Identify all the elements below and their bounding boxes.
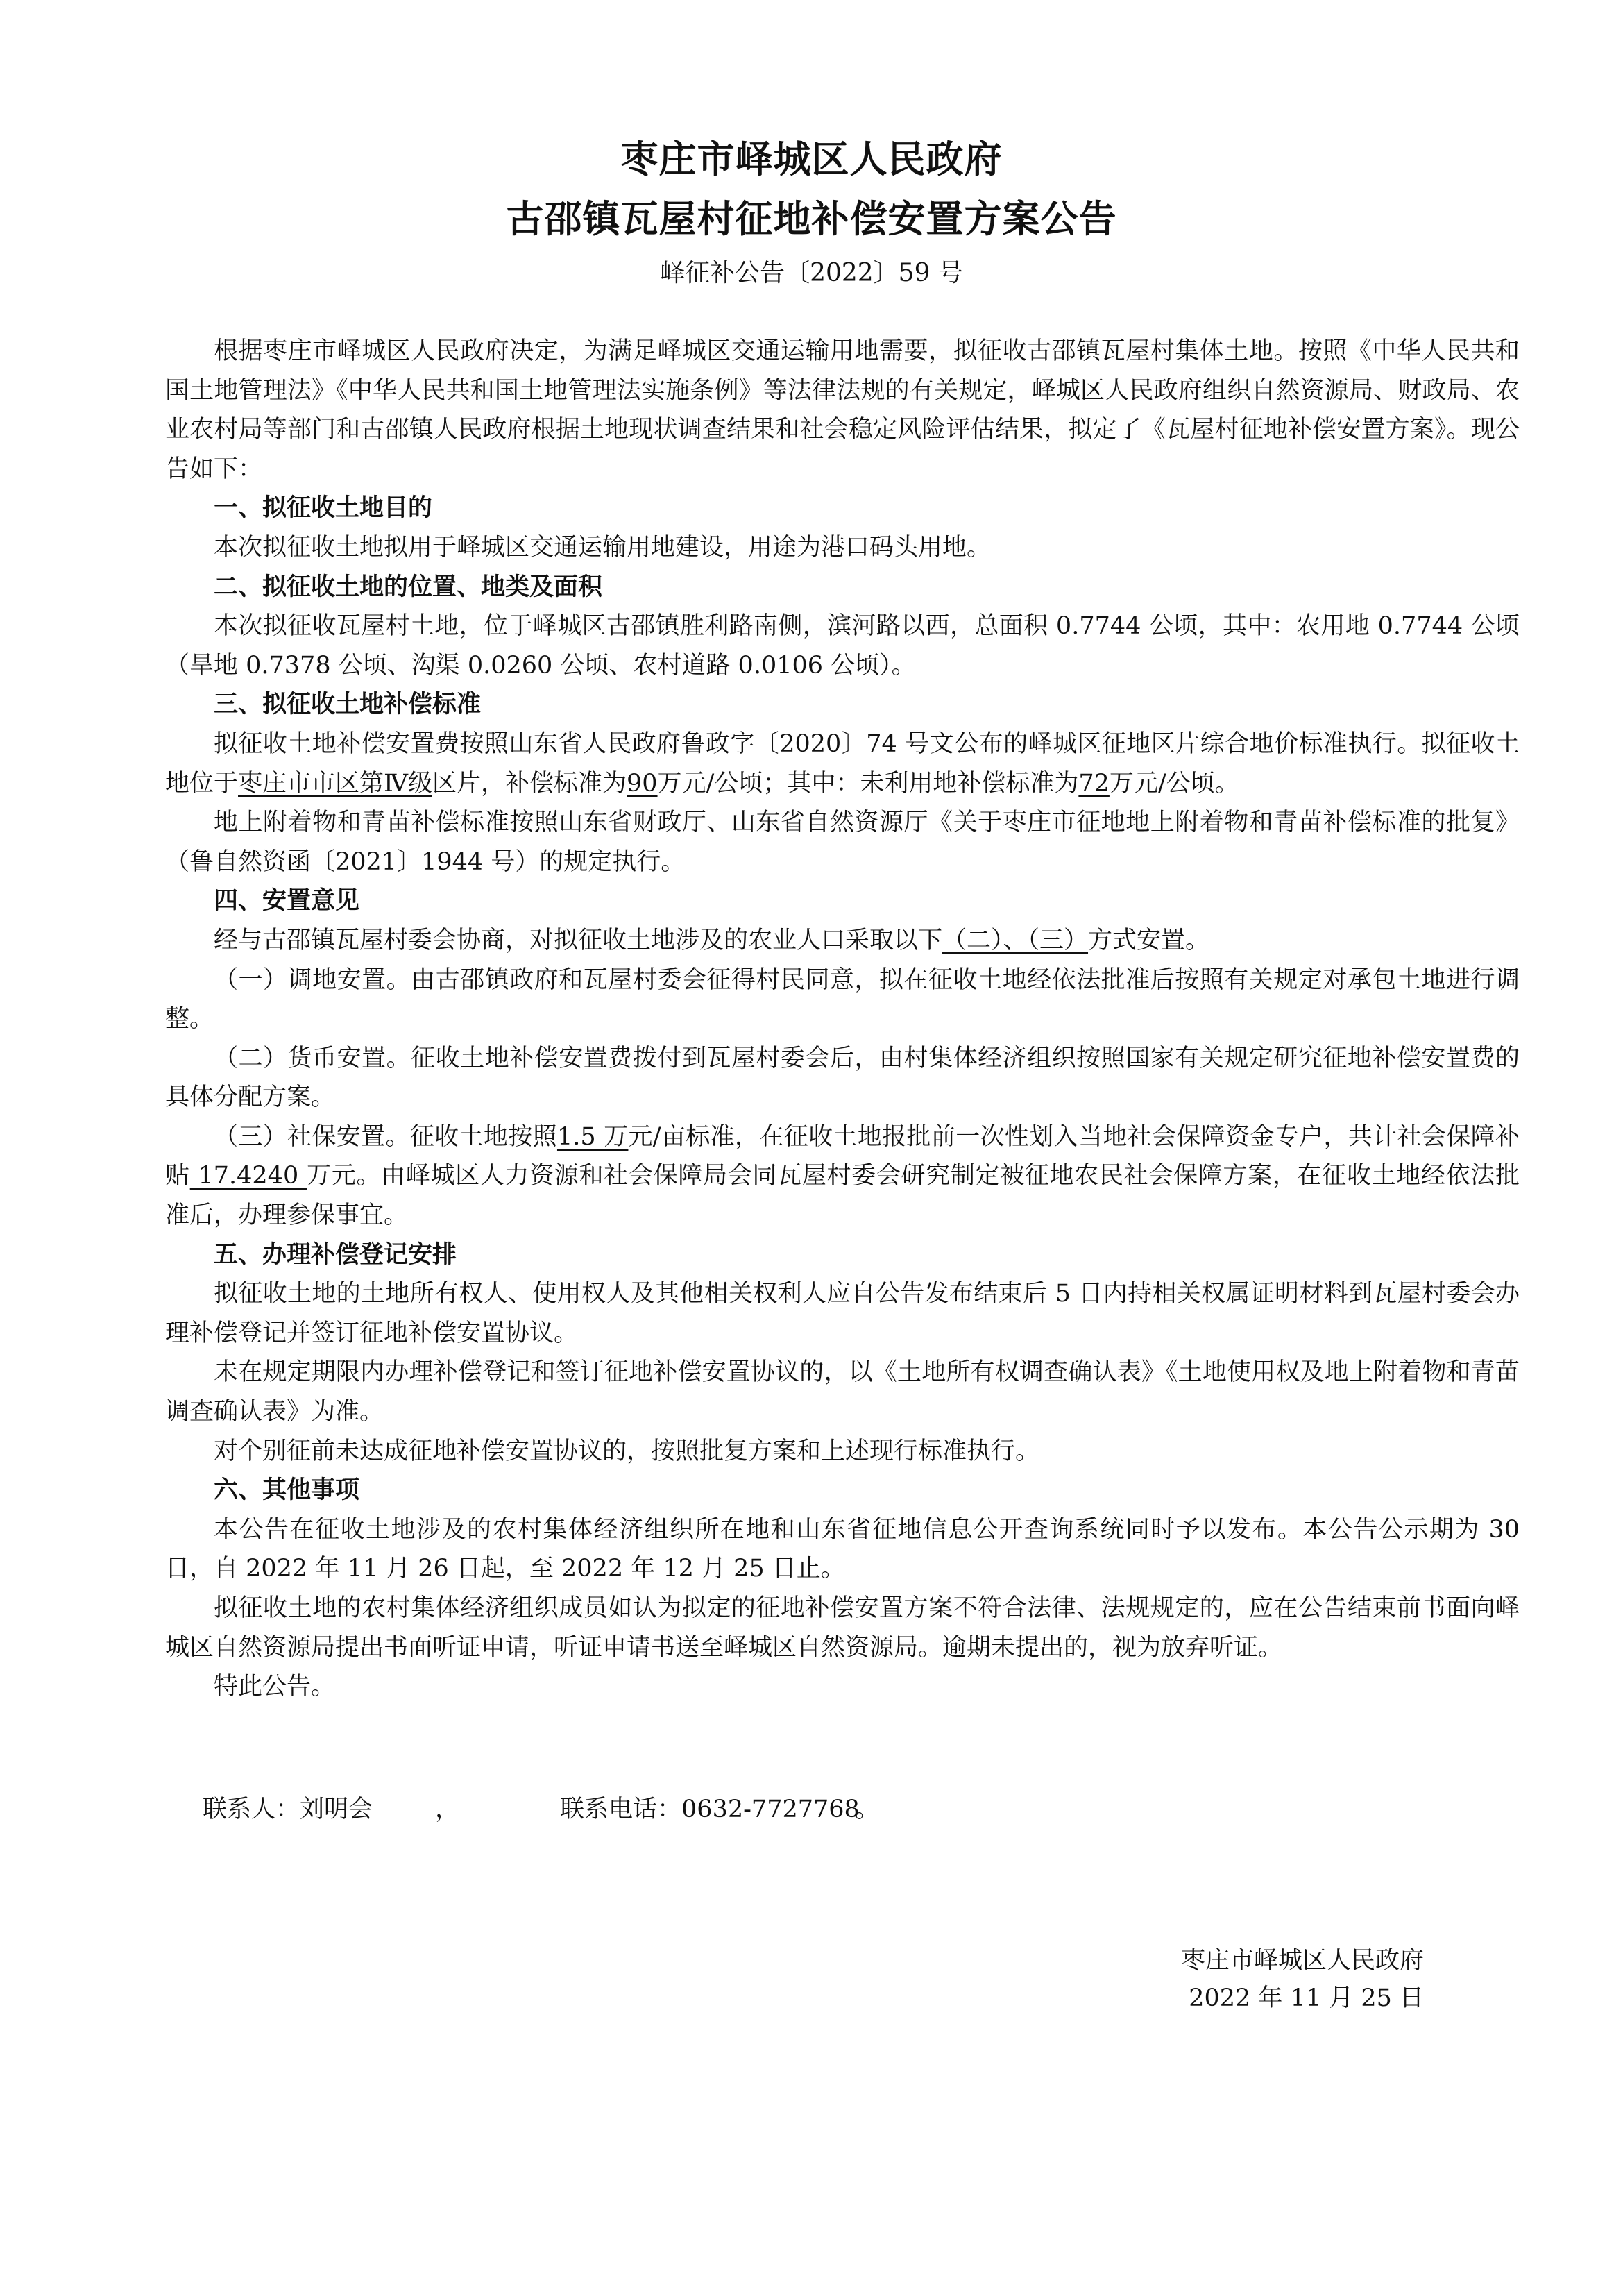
section-heading-registration: 五、办理补偿登记安排 [214, 1240, 457, 1269]
crops-paragraph: 地上附着物和青苗补偿标准按照山东省财政厅、山东省自然资源厅《关于枣庄市征地地上附着物和青苗补偿标准的批复》（鲁自然资函〔2021〕1944 号）的规定执行。 [165, 809, 1520, 876]
social-security-rate: 1.5 万 [556, 1122, 629, 1151]
other-paragraph-1: 本公告在征收土地涉及的农村集体经济组织所在地和山东省征地信息公开查询系统同时予以发布。本公告公示期为 30 日，自 2022 年 11 月 26 日起，至 2022 年 12 月 25 日止。 [165, 1515, 1520, 1583]
page-title: 枣庄市峄城区人民政府 [620, 137, 1003, 181]
signature-date: 2022 年 11 月 25 日 [1189, 1984, 1424, 2012]
resettlement-methods: （二）、（三） [942, 926, 1089, 954]
section-heading-location: 二、拟征收土地的位置、地类及面积 [214, 573, 603, 601]
contact-period: 。 [855, 1796, 880, 1823]
registration-paragraph-1: 拟征收土地的土地所有权人、使用权人及其他相关权利人应自公告发布结束后 5 日内持相关权属证明材料到瓦屋村委会办理补偿登记并签订征地补偿安置协议。 [165, 1280, 1520, 1347]
social-security-total: 17.4240 [189, 1162, 307, 1190]
page-subtitle: 古邵镇瓦屋村征地补偿安置方案公告 [506, 196, 1117, 241]
resettlement-paragraph: 经与古邵镇瓦屋村委会协商，对拟征收土地涉及的农业人口采取以下（二）、（三）方式安置。 [214, 926, 1210, 954]
contact-phone: 0632-7727768 [681, 1796, 860, 1823]
contact-person-label: 联系人： [203, 1796, 300, 1823]
contact-separator: ， [435, 1796, 460, 1823]
compensation-rate: 90 [627, 769, 658, 797]
contact-person: 刘明会 [300, 1796, 373, 1823]
document-number: 峄征补公告〔2022〕59 号 [660, 259, 963, 287]
zone-grade: 枣庄市市区第Ⅳ级 [238, 769, 432, 797]
signature-org: 枣庄市峄城区人民政府 [1180, 1947, 1424, 1975]
intro-paragraph: 根据枣庄市峄城区人民政府决定，为满足峄城区交通运输用地需要，拟征收古邵镇瓦屋村集体土地。按照《中华人民共和国土地管理法》《中华人民共和国土地管理法实施条例》等法律法规的有关规定，峄城区人民政府组织自然资源局、财政局、农业农村局等部门和古邵镇人民政府根据土地现状调查结果和社会稳定风险评估结果，拟定了《瓦屋村征地补偿安置方案》。现公告如下： [165, 337, 1520, 483]
standard-paragraph: 拟征收土地补偿安置费按照山东省人民政府鲁政字〔2020〕74 号文公布的峄城区征地区片综合地价标准执行。拟征收土地位于枣庄市市区第Ⅳ级区片，补偿标准为90万元/公顷；其中：未利用地补偿标准为72万元/公顷。 [165, 729, 1520, 797]
purpose-paragraph: 本次拟征收土地拟用于峄城区交通运输用地建设，用途为港口码头用地。 [214, 533, 992, 562]
registration-paragraph-3: 对个别征前未达成征地补偿安置协议的，按照批复方案和上述现行标准执行。 [214, 1437, 1040, 1465]
land-adjustment-paragraph: （一）调地安置。由古邵镇政府和瓦屋村委会征得村民同意，拟在征收土地经依法批准后按照有关规定对承包土地进行调整。 [165, 965, 1520, 1033]
registration-paragraph-2: 未在规定期限内办理补偿登记和签订征地补偿安置协议的，以《土地所有权调查确认表》《土地使用权及地上附着物和青苗调查确认表》为准。 [165, 1358, 1520, 1426]
location-paragraph: 本次拟征收瓦屋村土地，位于峄城区古邵镇胜利路南侧，滨河路以西，总面积 0.7744 公顷，其中：农用地 0.7744 公顷（旱地 0.7378 公顷、沟渠 0.0260 公顷、农村道路 0.0106 公顷）。 [165, 612, 1520, 679]
section-heading-standard: 三、拟征收土地补偿标准 [214, 691, 482, 719]
notice-body [165, 332, 1520, 1707]
other-paragraph-2: 拟征收土地的农村集体经济组织成员如认为拟定的征地补偿安置方案不符合法律、法规规定的，应在公告结束前书面向峄城区自然资源局提出书面听证申请，听证申请书送至峄城区自然资源局。逾期未提出的，视为放弃听证。 [165, 1594, 1520, 1662]
social-security-paragraph: （三）社保安置。征收土地按照1.5 万元/亩标准，在征收土地报批前一次性划入当地社会保障资金专户，共计社会保障补贴 17.4240 万元。由峄城区人力资源和社会保障局会同瓦屋村委会研究制定被征地农民社会保障方案，在征收土地经依法批准后，办理参保事宜。 [165, 1122, 1520, 1230]
closing-line: 特此公告。 [214, 1673, 336, 1701]
contact-phone-label: 联系电话： [560, 1796, 682, 1823]
unused-land-rate: 72 [1078, 769, 1110, 797]
section-heading-resettlement: 四、安置意见 [214, 887, 360, 915]
signature-block [1181, 1942, 1424, 2017]
monetary-paragraph: （二）货币安置。征收土地补偿安置费拨付到瓦屋村委会后，由村集体经济组织按照国家有关规定研究征地补偿安置费的具体分配方案。 [165, 1044, 1520, 1112]
section-heading-other: 六、其他事项 [214, 1476, 360, 1505]
section-heading-purpose: 一、拟征收土地目的 [214, 494, 433, 523]
contact-line [203, 1792, 879, 1827]
